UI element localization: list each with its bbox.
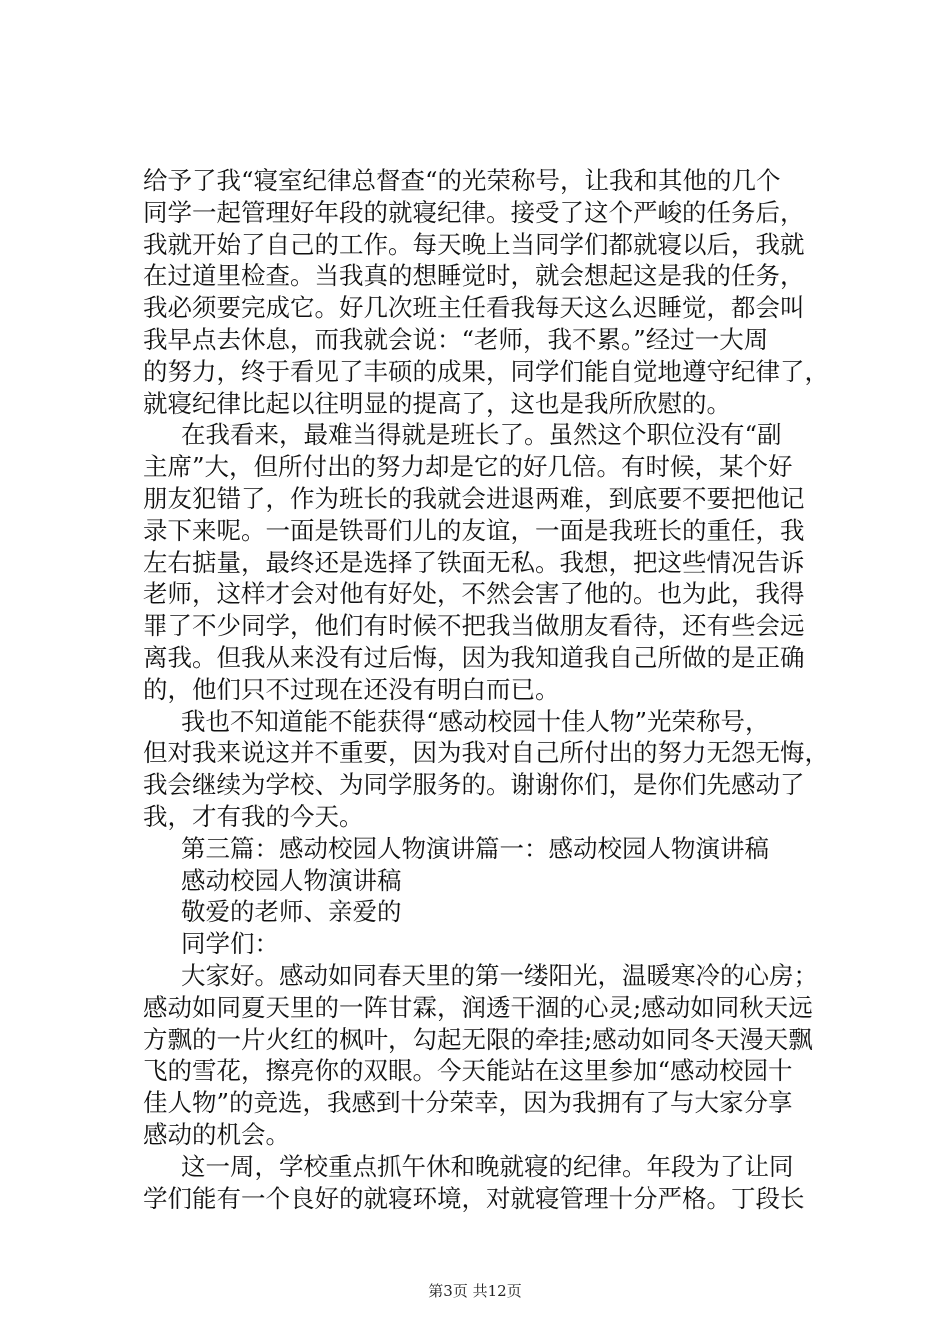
- text-line: 但对我来说这并不重要，因为我对自己所付出的努力无怨无悔，: [143, 738, 829, 768]
- text-line: 离我。但我从来没有过后悔，因为我知道我自己所做的是正确: [143, 642, 805, 672]
- text-line: 在我看来，最难当得就是班长了。虽然这个职位没有“副: [181, 420, 782, 450]
- text-line: 我，才有我的今天。: [143, 801, 364, 831]
- text-line: 佳人物”的竞选，我感到十分荣幸，因为我拥有了与大家分享: [143, 1088, 793, 1118]
- text-line: 在过道里检查。当我真的想睡觉时，就会想起这是我的任务，: [143, 261, 805, 291]
- text-line: 我必须要完成它。好几次班主任看我每天这么迟睡觉，都会叫: [143, 293, 805, 323]
- section-heading: 第三篇：感动校园人物演讲篇一：感动校园人物演讲稿: [181, 833, 769, 863]
- salutation: 同学们：: [181, 929, 279, 959]
- text-line: 同学一起管理好年段的就寝纪律。接受了这个严峻的任务后，: [143, 197, 805, 227]
- text-line: 感动的机会。: [143, 1119, 290, 1149]
- text-line: 我会继续为学校、为同学服务的。谢谢你们，是你们先感动了: [143, 770, 805, 800]
- text-line: 学们能有一个良好的就寝环境，对就寝管理十分严格。丁段长: [143, 1183, 805, 1213]
- text-line: 我早点去休息，而我就会说：“老师，我不累。”经过一大周: [143, 324, 769, 354]
- body-text: [143, 165, 833, 1214]
- speech-title: 感动校园人物演讲稿: [181, 865, 402, 895]
- text-line: 这一周，学校重点抓午休和晚就寝的纪律。年段为了让同: [181, 1151, 794, 1181]
- text-line: 我也不知道能不能获得“感动校园十佳人物”光荣称号，: [181, 706, 770, 736]
- text-line: 就寝纪律比起以往明显的提高了，这也是我所欣慰的。: [143, 388, 731, 418]
- text-line: 的，他们只不过现在还没有明白而已。: [143, 674, 560, 704]
- text-line: 朋友犯错了，作为班长的我就会进退两难，到底要不要把他记: [143, 483, 805, 513]
- text-line: 大家好。感动如同春天里的第一缕阳光，温暖寒冷的心房；: [181, 960, 818, 990]
- text-line: 感动如同夏天里的一阵甘霖，润透干涸的心灵;感动如同秋天远: [143, 992, 813, 1022]
- text-line: 我就开始了自己的工作。每天晚上当同学们都就寝以后，我就: [143, 229, 805, 259]
- text-line: 的努力，终于看见了丰硕的成果，同学们能自觉地遵守纪律了，: [143, 356, 829, 386]
- text-line: 方飘的一片火红的枫叶，勾起无限的牵挂;感动如同冬天漫天飘: [143, 1024, 813, 1054]
- text-line: 飞的雪花，擦亮你的双眼。今天能站在这里参加“感动校园十: [143, 1056, 793, 1086]
- text-line: 录下来呢。一面是铁哥们儿的友谊，一面是我班长的重任，我: [143, 515, 805, 545]
- text-line: 给予了我“寝室纪律总督查“的光荣称号，让我和其他的几个: [143, 166, 781, 195]
- page-number-footer: 第3页 共12页: [428, 1282, 522, 1300]
- text-line: 罪了不少同学，他们有时候不把我当做朋友看待，还有些会远: [143, 611, 805, 641]
- text-line: 左右掂量，最终还是选择了铁面无私。我想，把这些情况告诉: [143, 547, 805, 577]
- text-line: 主席”大，但所付出的努力却是它的好几倍。有时候，某个好: [143, 452, 793, 482]
- salutation: 敬爱的老师、亲爱的: [181, 897, 402, 927]
- text-line: 老师，这样才会对他有好处，不然会害了他的。也为此，我得: [143, 579, 805, 609]
